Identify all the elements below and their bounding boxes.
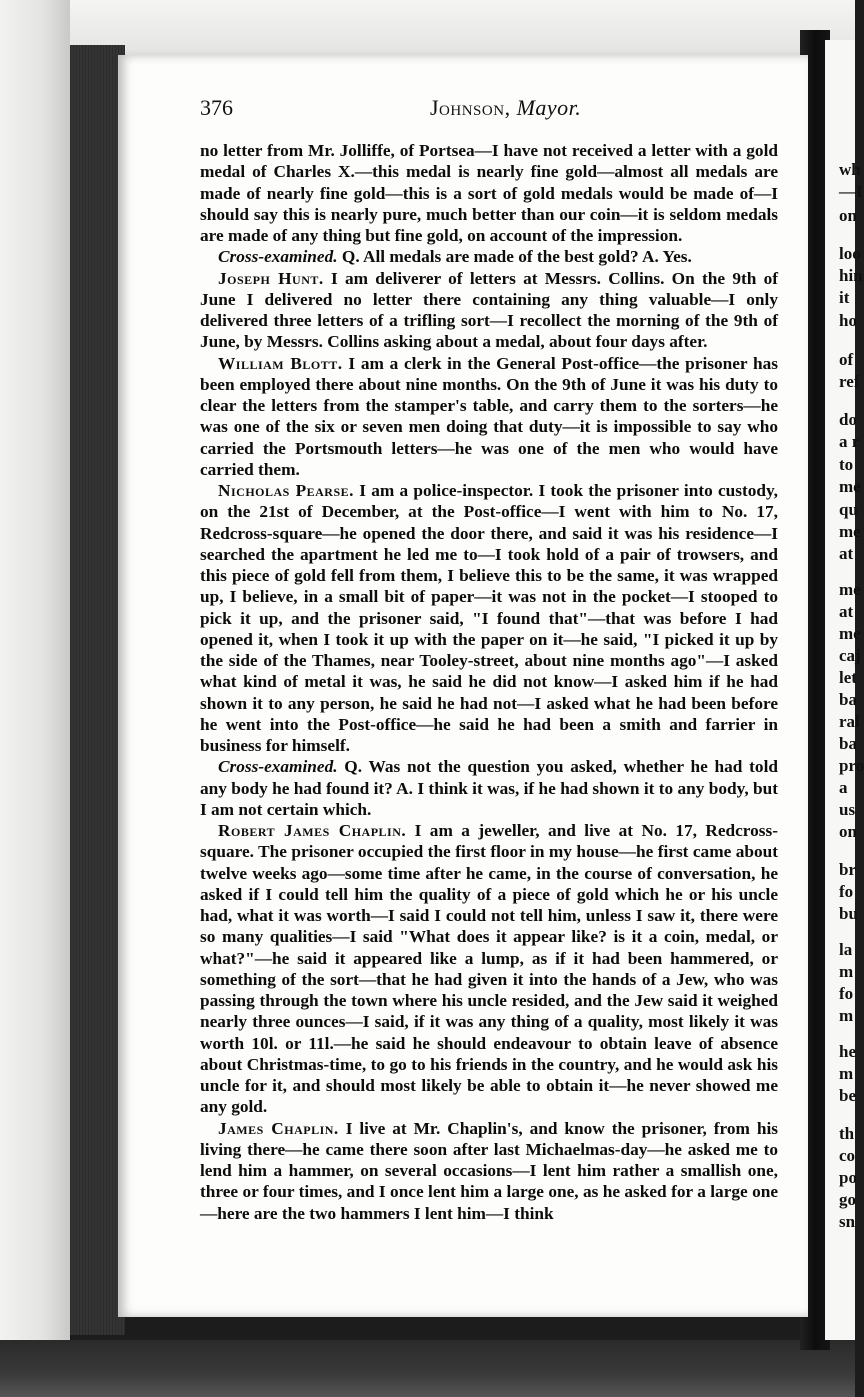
facing-page-fragment: br [839, 860, 856, 879]
paragraph-text: Q. Was not the question you asked, whether he had told any body he had found it? A. I think it was, if he had shown it to any body, but I am not certain which. [200, 757, 778, 819]
paragraph-text: I am deliverer of letters at Messrs. Collins. On the 9th of June I delivered no letter there containing any thing valuable—I only delivered three letters of a trifling sort—I recollect the morning of the 9th of June, by Messrs. Collins asking about a medal, about four days after. [200, 268, 778, 352]
facing-page-fragment: us [839, 800, 856, 819]
cross-examined-label: Cross-examined. [218, 757, 338, 777]
facing-page-fragment: a r [839, 432, 860, 451]
cross-examined-label: Cross-examined. [218, 247, 338, 267]
facing-page-fragment: po [839, 1168, 857, 1187]
facing-page-fragment: me [839, 477, 861, 496]
facing-page-fragment: fo [839, 984, 854, 1003]
facing-page-fragment: sn [839, 1212, 856, 1231]
scan-background-bottom [0, 1340, 855, 1397]
paragraph-text: I live at Mr. Chaplin's, and know the prisoner, from his living there—he came there soon after last Michaelmas-day—he asked me to lend him a hammer, on several occasions—I lent him rather a smallish one, three or four times, and I once lent him a large one, as he asked for a large one—here are the two hammers I lent him—I think [200, 1118, 778, 1223]
facing-page-fragment: la [839, 940, 853, 959]
paragraph-text: no letter from Mr. Jolliffe, of Portsea—I have not received a letter with a gold medal of Charles X.—this medal is nearly fine gold—almost all medals are made of nearly fine gold—this is a sort of gold medals would be made of—I should say this is nearly pure, much better than our coin—it is seldom medals are made of any thing but fine gold, on account of the impression. [200, 141, 778, 245]
witness-name: Robert James Chaplin. [218, 821, 407, 840]
paragraph [200, 1118, 778, 1224]
paragraph [200, 246, 778, 267]
facing-page-fragment: on [839, 822, 857, 841]
facing-page-fragment: he [839, 1042, 856, 1061]
facing-page-fragment: be [839, 1086, 856, 1105]
facing-page-fragment: m [839, 962, 854, 981]
facing-page-fragment: at [839, 602, 854, 621]
facing-page-fragment: m [839, 1006, 854, 1025]
paragraph-text: I am a clerk in the General Post-office—the prisoner has been employed there about nine months. On the 9th of June it was his duty to clear the letters from the stamper's table, and carry them to the sorters—he was one of the six or seven men doing that duty—it is impossible to say who carried the Portsmouth letters—he was one of the men who would have carried them. [200, 353, 778, 479]
running-head-name: Johnson, [430, 95, 511, 120]
scan-background-left [0, 0, 70, 1397]
book-page-edges [70, 45, 125, 1335]
facing-page-fragment: of [839, 350, 854, 369]
facing-page-fragment: ref [839, 372, 860, 391]
paragraph-text: I am a police-inspector. I took the prisoner into custody, on the 21st of December, at the Post-office—I went with him to No. 17, Redcross-square—he opened the door there, and said it was his residence—I searched the apartment he led me to—I took hold of a pair of trowsers, and this piece of gold fell from them, I believe this to be the same, it was wrapped up, I believe, in a small bit of paper—it was not in the pocket—I stooped to pick it up, and the prisoner said, "I found that"—that was before I had opened it, when I took it up with the paper on it—he said, "I picked it up by the side of the Thames, near Tooley-street, about nine months ago"—I asked what kind of metal it was, he said he did not know—I asked him if he had shown it to any person, he said he had not—I asked what he had been before he went into the Post-office—he said he had been a smith and farrier in business for himself. [200, 481, 778, 755]
witness-name: Nicholas Pearse. [218, 481, 354, 500]
running-head-title: Mayor. [516, 95, 582, 120]
witness-name: William Blott. [218, 353, 343, 373]
page-body [200, 140, 778, 1224]
witness-name: James Chaplin. [218, 1118, 339, 1138]
facing-page-fragment: it [839, 288, 850, 307]
facing-page-fragment: th [839, 1124, 855, 1143]
paragraph [200, 480, 778, 756]
facing-page-fragment: me [839, 522, 861, 541]
facing-page-fragment: —I [839, 182, 863, 201]
running-head [430, 95, 581, 121]
paragraph-text: I am a jeweller, and live at No. 17, Redcross-square. The prisoner occupied the first floor in my house—he first came about twelve weeks ago—some time after he came, in the course of conversation, he asked if I could tell him the quality of a piece of gold which he or his uncle had, what it was worth—I said I could not tell him, unless I saw it, there were so many qualities—I said "What does it appear like? is it a coin, medal, or what?"—he said it appeared like a lump, as if it had been hammered, or something of the sort—that he had given it into the hands of a Jew, who was passing through the town where his uncle resided, and the Jew said it weighed nearly three ounces—I said, if it was any thing of a quality, most likely it was worth 10l. or 11l.—he said he should endeavour to obtain leave of absence about Christmas-time, to go to his friends in the country, and he would ask his uncle for it, and should most likely be able to obtain it—he never showed me any gold. [200, 821, 779, 1117]
facing-page-fragment: m [839, 1064, 854, 1083]
facing-page-fragment: co [839, 1146, 856, 1165]
facing-page-fragment: ral [839, 712, 860, 731]
paragraph [200, 268, 778, 353]
facing-page-fragment: hin [839, 266, 863, 285]
paragraph [200, 353, 778, 481]
paragraph-text: Q. All medals are made of the best gold? A. Yes. [341, 247, 692, 267]
page-number: 376 [200, 95, 233, 120]
page-header [200, 95, 780, 125]
facing-page-fragment: ba [839, 690, 857, 709]
facing-page-fragment: ba [839, 734, 857, 753]
facing-page-fragment: loo [839, 244, 861, 263]
facing-page-fragment: pro [839, 756, 864, 775]
facing-page-fragment: at [839, 544, 854, 563]
facing-page-fragment: to [839, 455, 854, 474]
facing-page-fragment: let [839, 668, 857, 687]
facing-page-fragment: ho [839, 311, 857, 330]
facing-page-fragment: go [839, 1190, 856, 1209]
facing-page-fragment: qu [839, 500, 858, 519]
facing-page-fragment: bu [839, 904, 858, 923]
facing-page-fragment: a [839, 778, 848, 797]
facing-page-fragment: me [839, 624, 861, 643]
witness-name: Joseph Hunt. [218, 268, 324, 288]
facing-page-fragment: caj [839, 646, 861, 665]
facing-page-fragment: on [839, 206, 857, 225]
facing-page-fragment: fo [839, 882, 854, 901]
facing-page-fragment: me [839, 580, 861, 599]
facing-page-fragment: wh [839, 160, 861, 179]
facing-page [825, 40, 864, 1340]
facing-page-fragment: do [839, 410, 857, 429]
paragraph [200, 140, 778, 246]
paragraph [200, 756, 778, 820]
paragraph [200, 820, 778, 1118]
